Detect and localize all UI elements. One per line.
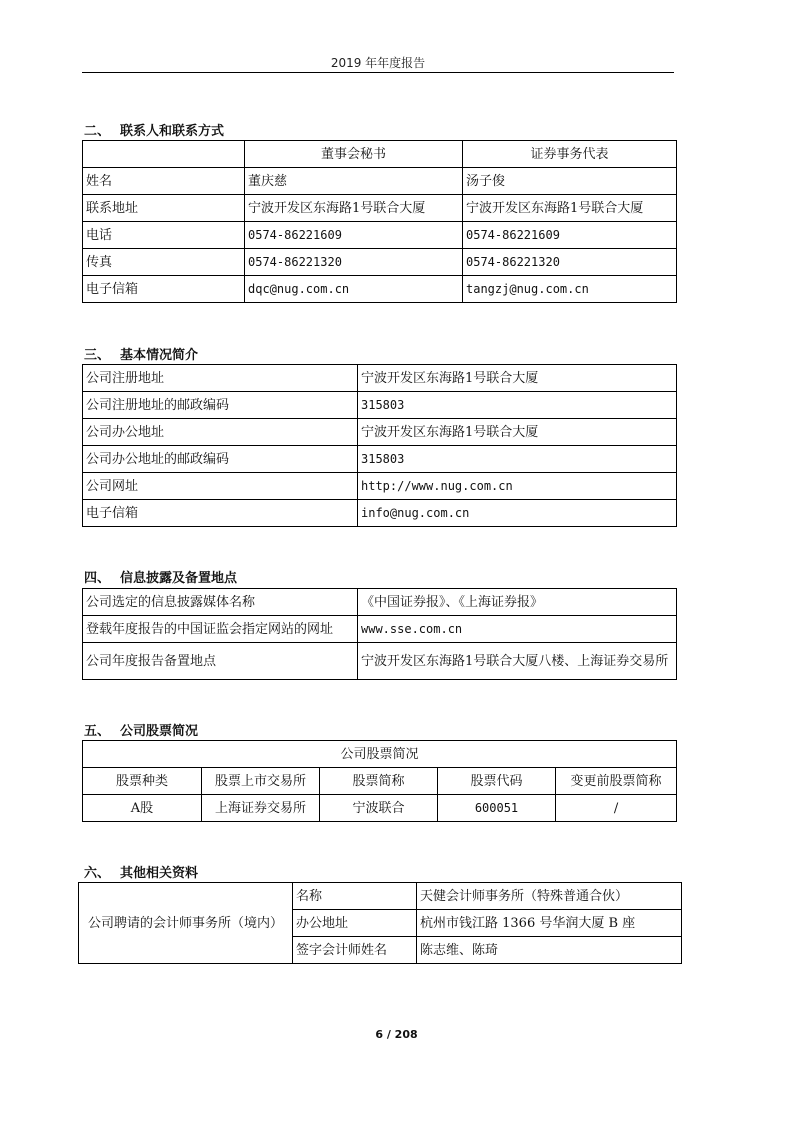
table-cell: 0574-86221609 — [463, 222, 677, 249]
row-label: 电子信箱 — [83, 276, 245, 303]
table-cell: 0574-86221320 — [463, 249, 677, 276]
table-row — [83, 249, 677, 276]
table-cell: 0574-86221320 — [245, 249, 463, 276]
table-cell: 《中国证券报》、《上海证券报》 — [358, 589, 677, 616]
row-label: 电子信箱 — [83, 500, 358, 527]
table-cell: 宁波开发区东海路1号联合大厦 — [358, 365, 677, 392]
table-cell: 600051 — [438, 795, 556, 822]
section-number: 四、 — [84, 571, 111, 586]
table-cell: 宁波开发区东海路1号联合大厦八楼、上海证券交易所 — [358, 643, 677, 680]
column-header: 股票上市交易所 — [202, 768, 320, 795]
email-link[interactable]: tangzj@nug.com.cn — [463, 276, 677, 303]
row-label: 公司选定的信息披露媒体名称 — [83, 589, 358, 616]
row-label: 登载年度报告的中国证监会指定网站的网址 — [83, 616, 358, 643]
header-rule — [82, 72, 674, 73]
table-cell: 上海证券交易所 — [202, 795, 320, 822]
table-cell: 董庆慈 — [245, 168, 463, 195]
section-title: 公司股票简况 — [120, 724, 199, 739]
table-cell: 天健会计师事务所（特殊普通合伙） — [417, 883, 682, 910]
section-basic-title — [84, 344, 198, 363]
row-label: 公司网址 — [83, 473, 358, 500]
table-cell — [83, 141, 245, 168]
column-header: 董事会秘书 — [245, 141, 463, 168]
section-number: 三、 — [84, 348, 111, 363]
table-cell: A股 — [83, 795, 202, 822]
group-label: 公司聘请的会计师事务所（境内） — [79, 883, 293, 964]
row-label: 公司注册地址的邮政编码 — [83, 392, 358, 419]
disclosure-table — [82, 588, 677, 680]
table-row — [79, 883, 682, 910]
table-row — [83, 446, 677, 473]
table-cell: 0574-86221609 — [245, 222, 463, 249]
table-row — [83, 500, 677, 527]
table-row — [83, 768, 677, 795]
table-cell: 宁波开发区东海路1号联合大厦 — [245, 195, 463, 222]
other-info-table — [78, 882, 682, 964]
column-header: 变更前股票简称 — [556, 768, 677, 795]
section-title: 其他相关资料 — [120, 866, 199, 881]
table-title: 公司股票简况 — [83, 741, 677, 768]
table-row — [83, 276, 677, 303]
row-label: 名称 — [293, 883, 417, 910]
section-stock-title — [84, 720, 198, 739]
row-label: 公司年度报告备置地点 — [83, 643, 358, 680]
website-link[interactable]: http://www.nug.com.cn — [358, 473, 677, 500]
row-label: 传真 — [83, 249, 245, 276]
column-header: 证券事务代表 — [463, 141, 677, 168]
section-other-title — [84, 862, 198, 881]
row-label: 电话 — [83, 222, 245, 249]
table-cell: 汤子俊 — [463, 168, 677, 195]
table-row — [83, 795, 677, 822]
row-label: 办公地址 — [293, 910, 417, 937]
table-row — [83, 643, 677, 680]
table-cell: 宁波开发区东海路1号联合大厦 — [358, 419, 677, 446]
table-row — [83, 392, 677, 419]
table-row — [83, 195, 677, 222]
page-number: 6 / 208 — [375, 1028, 418, 1041]
email-link[interactable]: info@nug.com.cn — [358, 500, 677, 527]
section-title: 基本情况简介 — [120, 348, 199, 363]
row-label: 联系地址 — [83, 195, 245, 222]
row-label: 姓名 — [83, 168, 245, 195]
table-cell: 宁波联合 — [320, 795, 438, 822]
row-label: 签字会计师姓名 — [293, 937, 417, 964]
section-contacts-title — [84, 120, 224, 139]
section-number: 二、 — [84, 124, 111, 139]
section-title: 信息披露及备置地点 — [120, 571, 238, 586]
column-header: 股票简称 — [320, 768, 438, 795]
table-row — [83, 589, 677, 616]
section-title: 联系人和联系方式 — [120, 124, 225, 139]
table-row — [83, 616, 677, 643]
table-cell: 陈志维、陈琦 — [417, 937, 682, 964]
table-row — [83, 222, 677, 249]
table-row — [83, 365, 677, 392]
table-row — [83, 473, 677, 500]
website-link[interactable]: www.sse.com.cn — [358, 616, 677, 643]
section-disclosure-title — [84, 567, 237, 586]
column-header: 股票种类 — [83, 768, 202, 795]
email-link[interactable]: dqc@nug.com.cn — [245, 276, 463, 303]
table-row — [83, 741, 677, 768]
section-number: 六、 — [84, 866, 111, 881]
table-row — [83, 419, 677, 446]
row-label: 公司注册地址 — [83, 365, 358, 392]
table-cell: 315803 — [358, 392, 677, 419]
row-label: 公司办公地址 — [83, 419, 358, 446]
contacts-table — [82, 140, 677, 303]
table-cell: 杭州市钱江路 1366 号华润大厦 B 座 — [417, 910, 682, 937]
table-row — [83, 141, 677, 168]
table-row — [83, 168, 677, 195]
table-cell: / — [556, 795, 677, 822]
page-header: 2019 年年度报告 — [330, 56, 426, 70]
row-label: 公司办公地址的邮政编码 — [83, 446, 358, 473]
table-cell: 宁波开发区东海路1号联合大厦 — [463, 195, 677, 222]
stock-table — [82, 740, 677, 822]
column-header: 股票代码 — [438, 768, 556, 795]
table-cell: 315803 — [358, 446, 677, 473]
section-number: 五、 — [84, 724, 111, 739]
basic-info-table — [82, 364, 677, 527]
